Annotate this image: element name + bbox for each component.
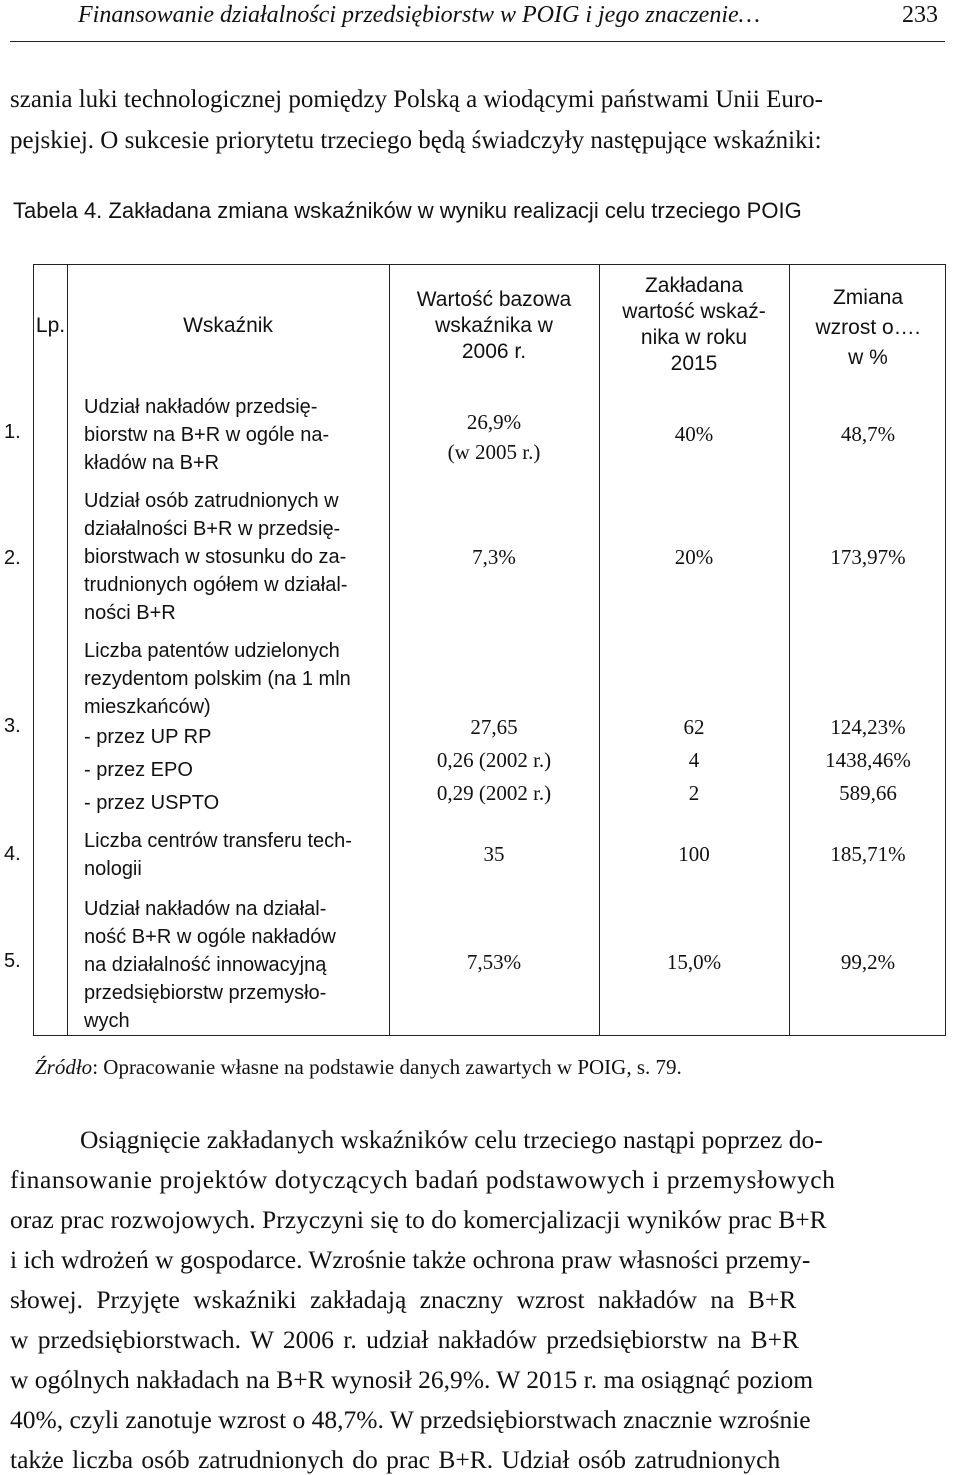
indicator-line: działalności B+R w przedsię- [84, 518, 341, 540]
indicator-line: biorstw na B+R w ogóle na- [84, 424, 330, 446]
header-line: wartość wskaź- [622, 300, 766, 323]
header-line: nika w roku [640, 326, 748, 349]
table-column-divider [389, 265, 390, 1035]
running-header-title: Finansowanie działalności przedsiębiorstw w POIG i jego znaczenie… [78, 2, 760, 28]
source-label: Źródło [35, 1055, 93, 1079]
value-line: 0,29 (2002 r.) [436, 781, 552, 805]
row-base-value [389, 407, 599, 467]
paragraph-line: oraz prac rozwojowych. Przyczyni się to do komercjalizacji wyników prac B+R [10, 1205, 827, 1234]
paragraph-line: także liczba osób zatrudnionych do prac B+R. Udział osób zatrudnionych [10, 1445, 781, 1474]
row-indicator [84, 637, 384, 820]
paragraph-line: w przedsiębiorstwach. W 2006 r. udział nakładów przedsiębiorstw na B+R [10, 1325, 799, 1354]
indicator-line: mieszkańców) [84, 696, 211, 718]
value-line: 27,65 [470, 715, 518, 739]
indicator-line: ności B+R [84, 602, 176, 624]
indicator-line: - przez UP RP [84, 726, 212, 748]
header-line: Wartość bazowa [416, 288, 572, 311]
paragraph-line: finansowanie projektów dotyczących badań podstawowych i przemysłowych [10, 1165, 836, 1194]
header-lp: Lp. [35, 314, 66, 337]
value-line: 124,23% [830, 715, 906, 739]
row-lp: 3. [4, 715, 21, 737]
value-line: 26,9% [466, 410, 522, 434]
paragraph-line: Osiągnięcie zakładanych wskaźników celu trzeciego nastąpi poprzez do- [80, 1125, 823, 1154]
value-line: 2 [688, 781, 700, 805]
indicators-table [4, 264, 946, 1036]
indicator-line: kładów na B+R [84, 452, 220, 474]
indicator-line: - przez EPO [84, 759, 193, 781]
value-line: (w 2005 r.) [447, 440, 541, 464]
indicator-line: ność B+R w ogóle nakładów [84, 926, 336, 948]
row-change-value: 48,7% [840, 422, 896, 446]
indicator-line: Liczba patentów udzielonych [84, 640, 340, 662]
header-line: 2006 r. [461, 340, 527, 363]
page-number: 233 [902, 2, 938, 28]
indicator-line: Udział nakładów przedsię- [84, 396, 318, 418]
value-line: 62 [683, 715, 705, 739]
row-target-value: 100 [678, 842, 710, 866]
indicator-line: biorstwach w stosunku do za- [84, 546, 347, 568]
value-line: 589,66 [839, 781, 897, 805]
row-indicator [84, 393, 384, 477]
header-target-value [599, 273, 789, 377]
row-change-value: 185,71% [830, 842, 906, 866]
row-indicator [84, 487, 384, 627]
value-line: 1438,46% [825, 748, 911, 772]
paragraph-line: słowej. Przyjęte wskaźniki zakładają znaczny wzrost nakładów na B+R [10, 1285, 797, 1314]
header-line: w % [848, 346, 888, 369]
table-caption: Tabela 4. Zakładana zmiana wskaźników w wyniku realizacji celu trzeciego POIG [13, 198, 802, 223]
paragraph-line: w ogólnych nakładach na B+R wynosił 26,9%. W 2015 r. ma osiągnąć poziom [10, 1365, 814, 1394]
indicator-line: na działalność innowacyjną [84, 954, 327, 976]
row-lp: 5. [4, 950, 21, 972]
row-change-value: 173,97% [830, 545, 906, 569]
header-line: Zmiana [832, 286, 904, 309]
indicator-line: przedsiębiorstw przemysło- [84, 982, 327, 1004]
header-line: wskaźnika w [435, 314, 553, 337]
row-indicator [84, 895, 384, 1035]
paragraph-line: 40%, czyli zanotuje wzrost o 48,7%. W przedsiębiorstwach znacznie wzrośnie [10, 1405, 811, 1434]
header-line: wzrost o…. [815, 316, 921, 339]
row-target-value [599, 711, 789, 810]
header-line: Zakładana [644, 274, 744, 297]
header-base-value [389, 287, 599, 365]
row-change-value [789, 711, 947, 810]
row-base-value: 7,3% [472, 545, 516, 569]
table-source [35, 1055, 682, 1080]
intro-line: pejskiej. O sukcesie priorytetu trzeciego będą świadczyły następujące wskaźniki: [10, 127, 822, 154]
row-base-value: 7,53% [466, 950, 522, 974]
row-indicator [84, 827, 384, 883]
row-change-value: 99,2% [840, 950, 896, 974]
row-target-value: 40% [674, 422, 714, 446]
header-indicator: Wskaźnik [183, 314, 273, 337]
indicator-line: Udział osób zatrudnionych w [84, 490, 339, 512]
header-change [789, 283, 947, 373]
row-base-value: 35 [483, 842, 505, 866]
indicator-line: - przez USPTO [84, 792, 220, 814]
row-target-value: 20% [674, 545, 714, 569]
header-rule [10, 41, 945, 42]
row-lp: 2. [4, 547, 21, 569]
row-target-value: 15,0% [666, 950, 722, 974]
indicator-line: nologii [84, 858, 142, 880]
indicator-line: wych [84, 1010, 130, 1032]
indicator-line: trudnionych ogółem w działal- [84, 574, 348, 596]
indicator-line: Udział nakładów na działal- [84, 898, 327, 920]
value-line: 4 [688, 748, 700, 772]
table-column-divider [599, 265, 600, 1035]
row-base-value [389, 711, 599, 810]
value-line: 0,26 (2002 r.) [436, 748, 552, 772]
table-column-divider [67, 265, 68, 1035]
intro-line: szania luki technologicznej pomiędzy Polską a wiodącymi państwami Unii Euro- [10, 86, 823, 113]
indicator-line: Liczba centrów transferu tech- [84, 830, 352, 852]
table-column-divider [789, 265, 790, 1035]
source-text: : Opracowanie własne na podstawie danych zawartych w POIG, s. 79. [92, 1055, 682, 1079]
row-lp: 1. [4, 421, 21, 443]
row-lp: 4. [4, 843, 21, 865]
paragraph-line: i ich wdrożeń w gospodarce. Wzrośnie także ochrona praw własności przemy- [10, 1245, 811, 1274]
indicator-line: rezydentom polskim (na 1 mln [84, 668, 351, 690]
header-line: 2015 [670, 352, 718, 375]
